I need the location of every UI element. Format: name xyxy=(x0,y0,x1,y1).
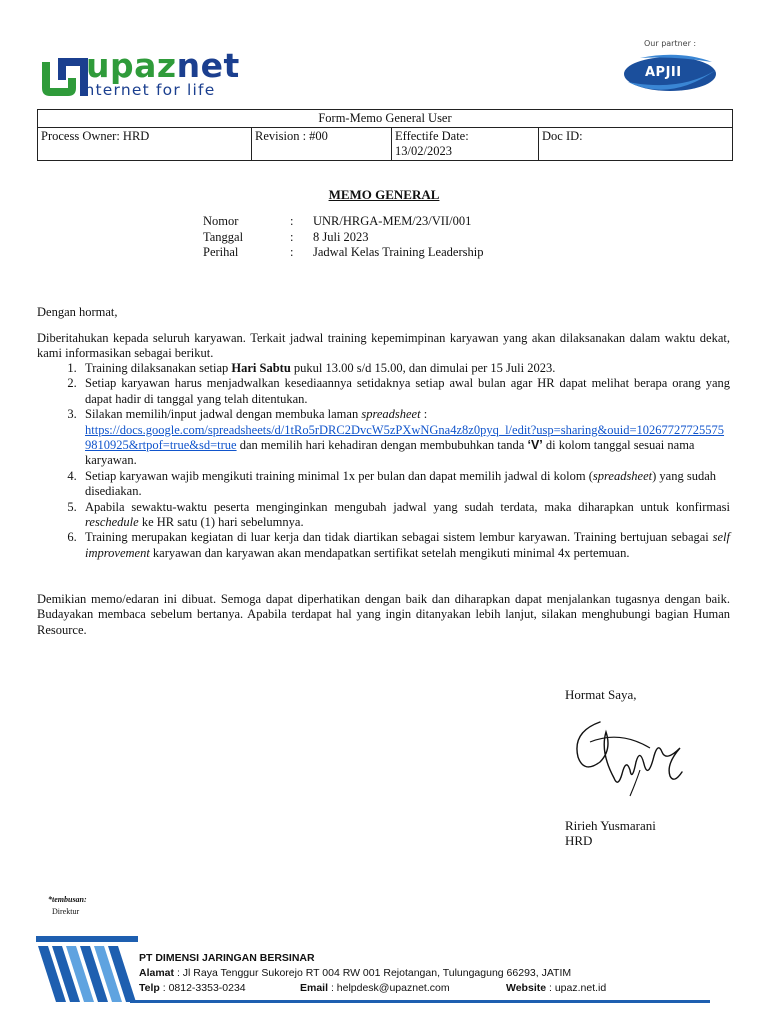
form-header-table xyxy=(37,109,733,161)
address-value: : Jl Raya Tenggur Sukorejo RT 004 RW 001 Rejotangan, Tulungagung 66293, JATIM xyxy=(176,967,572,979)
item-italic-text: spreadsheet xyxy=(592,468,653,483)
meta-colon: : xyxy=(290,230,294,244)
item-text: dan memilih hari kehadiran dengan membubuhkan tanda xyxy=(236,438,528,453)
logo-word-net: net xyxy=(176,46,240,85)
list-item xyxy=(83,407,730,469)
apjii-logo-text: APJII xyxy=(645,65,682,80)
item-bold-text: Hari Sabtu xyxy=(231,361,291,375)
list-item xyxy=(83,530,730,561)
phone-label: Telp xyxy=(139,982,160,994)
item-italic-text: reschedule xyxy=(85,515,139,530)
partner-label: Our partner : xyxy=(644,39,697,48)
meta-label-tanggal: Tanggal xyxy=(203,230,244,244)
cc-label: *tembusan: xyxy=(48,895,87,904)
form-title: Form-Memo General User xyxy=(38,110,733,128)
meta-value-perihal: Jadwal Kelas Training Leadership xyxy=(313,245,484,259)
item-italic-text: spreadsheet xyxy=(361,407,421,422)
item-text: pukul 13.00 s/d 15.00, dan dimulai per 15 Juli 2023. xyxy=(290,361,556,375)
website-label: Website xyxy=(506,982,547,994)
v-mark-text: ‘V’ xyxy=(527,438,543,453)
phone-value: : 0812-3353-0234 xyxy=(162,982,246,994)
revision-cell: Revision : #00 xyxy=(252,128,392,161)
list-item xyxy=(83,500,730,531)
signatory-role: HRD xyxy=(565,833,593,848)
item-text: Apabila sewaktu-waktu peserta menginginkan mengubah jadwal yang sudah terdata, maka diharapkan untuk konfirmasi xyxy=(85,499,730,514)
item-text: Training dilaksanakan setiap xyxy=(85,361,232,375)
meta-colon: : xyxy=(290,245,294,259)
item-italic-text: self improvement xyxy=(85,530,730,560)
process-owner-cell: Process Owner: HRD xyxy=(38,128,252,161)
meta-value-nomor: UNR/HRGA-MEM/23/VII/001 xyxy=(313,214,472,228)
logo-wordmark xyxy=(86,47,240,85)
footer-phone xyxy=(139,982,246,994)
logo-tagline: internet for life xyxy=(79,81,216,99)
meta-value-tanggal: 8 Juli 2023 xyxy=(313,230,369,244)
training-rules-list xyxy=(37,361,730,561)
footer-stripes-icon xyxy=(36,936,138,1002)
item-text: karyawan dan karyawan akan mendapatkan sertifikat setelah mengikuti minimal 4x pertemuan. xyxy=(149,545,630,560)
list-item xyxy=(83,376,730,407)
footer-divider xyxy=(130,1000,710,1003)
effective-date-cell xyxy=(392,128,539,161)
item-text: Setiap karyawan harus menjadwalkan kesediaannya setidaknya setiap awal bulan agar HR dapat melihat berapa orang yang dapat hadir di tanggal yang telah ditentukan. xyxy=(85,376,730,406)
memo-title: MEMO GENERAL xyxy=(328,187,440,202)
list-item xyxy=(83,361,730,376)
sign-off-greeting: Hormat Saya, xyxy=(565,687,637,702)
intro-paragraph: Diberitahukan kepada seluruh karyawan. Terkait jadwal training kepemimpinan karyawan yang akan dilaksanakan dalam waktu dekat, kami informasikan sebagai berikut. xyxy=(37,331,730,361)
address-label: Alamat xyxy=(139,967,175,979)
email-label: Email xyxy=(300,982,329,994)
greeting: Dengan hormat, xyxy=(37,305,118,319)
cc-recipient: Direktur xyxy=(52,907,80,916)
doc-id-cell: Doc ID: xyxy=(539,128,733,161)
item-text: Silakan memilih/input jadwal dengan membuka laman xyxy=(85,407,362,422)
footer-address xyxy=(139,967,571,979)
spreadsheet-link[interactable]: https://docs.google.com/spreadsheets/d/1tRo5rDRC2DvcW5zPXwNGna4z8z0pyq_l/edit?usp=sharing&ouid=102677277255759810925&rtpof=true&sd=true xyxy=(85,422,725,453)
list-item xyxy=(83,469,730,500)
meta-colon: : xyxy=(290,214,294,228)
footer-email xyxy=(300,982,450,994)
item-text: Setiap karyawan wajib mengikuti training minimal 1x per bulan dan dapat memilih jadwal di kolom ( xyxy=(85,468,593,483)
handwritten-signature-icon xyxy=(570,712,690,802)
item-text: : xyxy=(420,407,428,422)
footer-company-name: PT DIMENSI JARINGAN BERSINAR xyxy=(139,952,315,964)
item-text: ke HR satu (1) hari sebelumnya. xyxy=(138,515,304,530)
effective-date-label: Effectife Date: xyxy=(395,129,469,143)
footer-website xyxy=(506,982,606,994)
item-text: di kolom tanggal sesuai nama karyawan. xyxy=(85,438,695,468)
email-value: : helpdesk@upaznet.com xyxy=(330,982,450,994)
meta-label-perihal: Perihal xyxy=(203,245,239,259)
website-value: : upaz.net.id xyxy=(549,982,607,994)
closing-paragraph: Demikian memo/edaran ini dibuat. Semoga dapat diperhatikan dengan baik dan diharapkan dapat menjalankan tugasnya dengan baik. Budayakan membaca sebelum bertanya. Apabila terdapat hal yang ingin ditanyakan lebih lanjut, silakan menghubungi bagian Human Resource. xyxy=(37,592,730,637)
meta-label-nomor: Nomor xyxy=(203,214,239,228)
signatory-name: Ririeh Yusmarani xyxy=(565,818,656,833)
effective-date-value: 13/02/2023 xyxy=(395,144,452,158)
item-text: ) yang sudah disediakan. xyxy=(85,468,716,499)
item-text: Training merupakan kegiatan di luar kerja dan tidak diartikan sebagai sistem lembur karyawan. Training bertujuan sebagai xyxy=(85,530,713,545)
logo-word-upaz: upaz xyxy=(86,46,177,85)
